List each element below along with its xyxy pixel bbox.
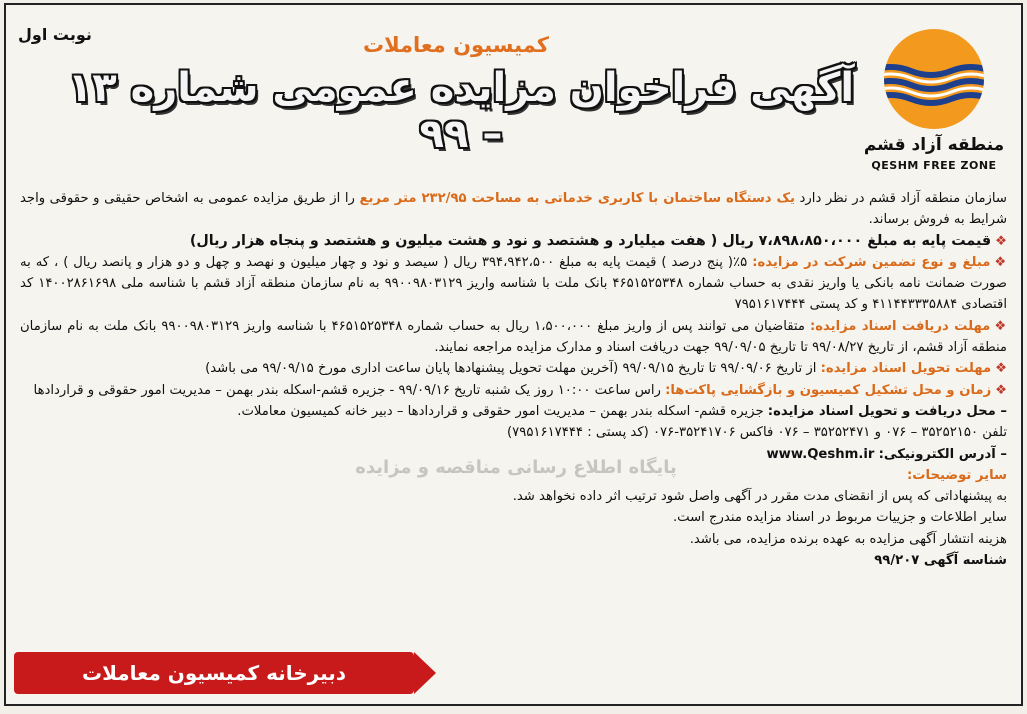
logo-text-fa: منطقه آزاد قشم: [863, 135, 1005, 155]
ad-id: شناسه آگهی ۹۹/۲۰۷: [874, 553, 1007, 569]
place-item: [20, 401, 1007, 422]
intro-text-2: را از طریق مزایده عمومی به اشخاص حقیقی و حقوقی واجد شرایط به فروش برساند.: [20, 191, 1007, 228]
round-label: نوبت اول: [18, 25, 92, 44]
footer-text: دبیرخانه کمیسیون معاملات: [81, 661, 347, 685]
note-item: به پیشنهاداتی که پس از انقضای مدت مقرر در آگهی واصل شود ترتیب اثر داده نخواهد شد.: [512, 489, 1007, 505]
notice-body: [20, 188, 1007, 571]
opening-text: راس ساعت ۱۰:۰۰ روز یک شنبه تاریخ ۹۹/۰۹/۱۶ - جزیره قشم-اسکله بندر بهمن – مدیریت امور حقوقی و قراردادها: [33, 382, 666, 398]
logo-text-en: QESHM FREE ZONE: [871, 159, 997, 172]
intro-highlight: یک دستگاه ساختمان با کاربری خدماتی به مساحت ۲۳۲/۹۵ متر مربع: [359, 191, 795, 206]
website-label: – آدرس الکترونیکی:: [878, 446, 1007, 462]
commission-label: کمیسیون معاملات: [363, 33, 549, 57]
documents-receive-label: مهلت دریافت اسناد مزایده:: [809, 318, 991, 334]
documents-receive-text: متقاضیان می توانند پس از واریز مبلغ ۱،۵۰۰،۰۰۰ ریال به حساب شماره ۴۶۵۱۵۲۵۳۴۸ با شناسه واریز ۹۹۰۰۹۸۰۳۱۲۹ بانک ملت به نام سازمان منطقه آزاد قشم، از تاریخ ۹۹/۰۸/۲۷ تا تاریخ ۹۹/۰۹/۰۵ جهت دریافت اسناد و مدارک مزایده مراجعه نمایند.: [20, 318, 1007, 356]
place-label: – محل دریافت و تحویل اسناد مزایده:: [767, 403, 1007, 419]
note-item: سایر اطلاعات و جزییات مربوط در اسناد مزایده مندرج است.: [672, 510, 1007, 526]
bullet-icon: ❖: [995, 233, 1007, 249]
header: [6, 5, 1021, 177]
footer-banner: [14, 652, 414, 694]
phones-text: تلفن ۳۵۲۵۲۱۵۰ – ۰۷۶ و ۳۵۲۵۲۴۷۱ – ۰۷۶ فاکس ۳۵۲۴۱۷۰۶-۰۷۶ (کد پستی : ۷۹۵۱۶۱۷۴۴۴): [507, 425, 1007, 441]
base-price-text: قیمت پایه به مبلغ ۷،۸۹۸،۸۵۰،۰۰۰ ریال ( هفت میلیارد و هشتصد و نود و هشت میلیون و هشتصد و پنجاه هزار ریال): [189, 232, 992, 249]
bullet-icon: ❖: [994, 254, 1007, 270]
documents-deliver-label: مهلت تحویل اسناد مزایده:: [820, 361, 992, 377]
watermark-line: پایگاه اطلاع رسانی مناقصه و مزایده: [355, 457, 677, 478]
phones-line: [20, 422, 1007, 443]
intro-paragraph: [20, 188, 1007, 231]
opening-label: زمان و محل تشکیل کمیسیون و بازگشایی پاکت‌ها:: [665, 382, 992, 398]
notes-heading: سایر توضیحات:: [907, 467, 1007, 483]
bullet-icon: ❖: [995, 382, 1007, 398]
guarantee-item: [20, 252, 1007, 316]
base-price-item: [20, 231, 1007, 252]
qeshm-logo-icon: [861, 27, 1007, 135]
opening-item: [20, 380, 1007, 401]
place-text: جزیره قشم- اسکله بندر بهمن – مدیریت امور حقوقی و قراردادها – دبیر خانه کمیسیون معاملات.: [237, 403, 768, 419]
intro-text-1: سازمان منطقه آزاد قشم در نظر دارد: [794, 191, 1007, 206]
auction-notice: [4, 3, 1023, 706]
page-title: آگهی فراخوان مزایده عمومی شماره ۱۳ – ۹۹: [67, 65, 855, 157]
documents-deliver-text: از تاریخ ۹۹/۰۹/۰۶ تا تاریخ ۹۹/۰۹/۱۵ (آخرین مهلت تحویل پیشنهادها پایان ساعت اداری مورخ ۹۹/۰۹/۱۵ می باشد): [205, 361, 821, 377]
documents-deliver-item: [20, 358, 1007, 379]
guarantee-text: ۵٪( پنج درصد ) قیمت پایه به مبلغ ۳۹۴،۹۴۲،۵۰۰ ریال ( سیصد و نود و چهار میلیون و نهصد و چهل و دو هزار و پانصد ریال ) ، که به صورت ضمانت نامه بانکی یا واریز نقدی به حساب شماره ۴۶۵۱۵۲۵۳۴۸ بانک ملت با شناسه واریز ۹۹۰۰۹۸۰۳۱۲۹ به نام سازمان منطقه آزاد قشم با شناسه ملی ۱۴۰۰۲۸۶۱۶۹۸ کد اقتصادی ۴۱۱۴۴۳۳۳۵۸۸۴ و کد پستی ۷۹۵۱۶۱۷۴۴۴: [20, 254, 1007, 313]
bullet-icon: ❖: [995, 361, 1007, 377]
watermark: [336, 457, 696, 479]
note-item: هزینه انتشار آگهی مزایده به عهده برنده مزایده، می باشد.: [689, 531, 1007, 547]
bullet-icon: ❖: [994, 318, 1007, 334]
documents-receive-item: [20, 316, 1007, 359]
qeshm-logo: [861, 27, 1007, 177]
website-link[interactable]: www.Qeshm.ir: [766, 446, 875, 462]
guarantee-label: مبلغ و نوع تضمین شرکت در مزایده:: [752, 254, 991, 270]
